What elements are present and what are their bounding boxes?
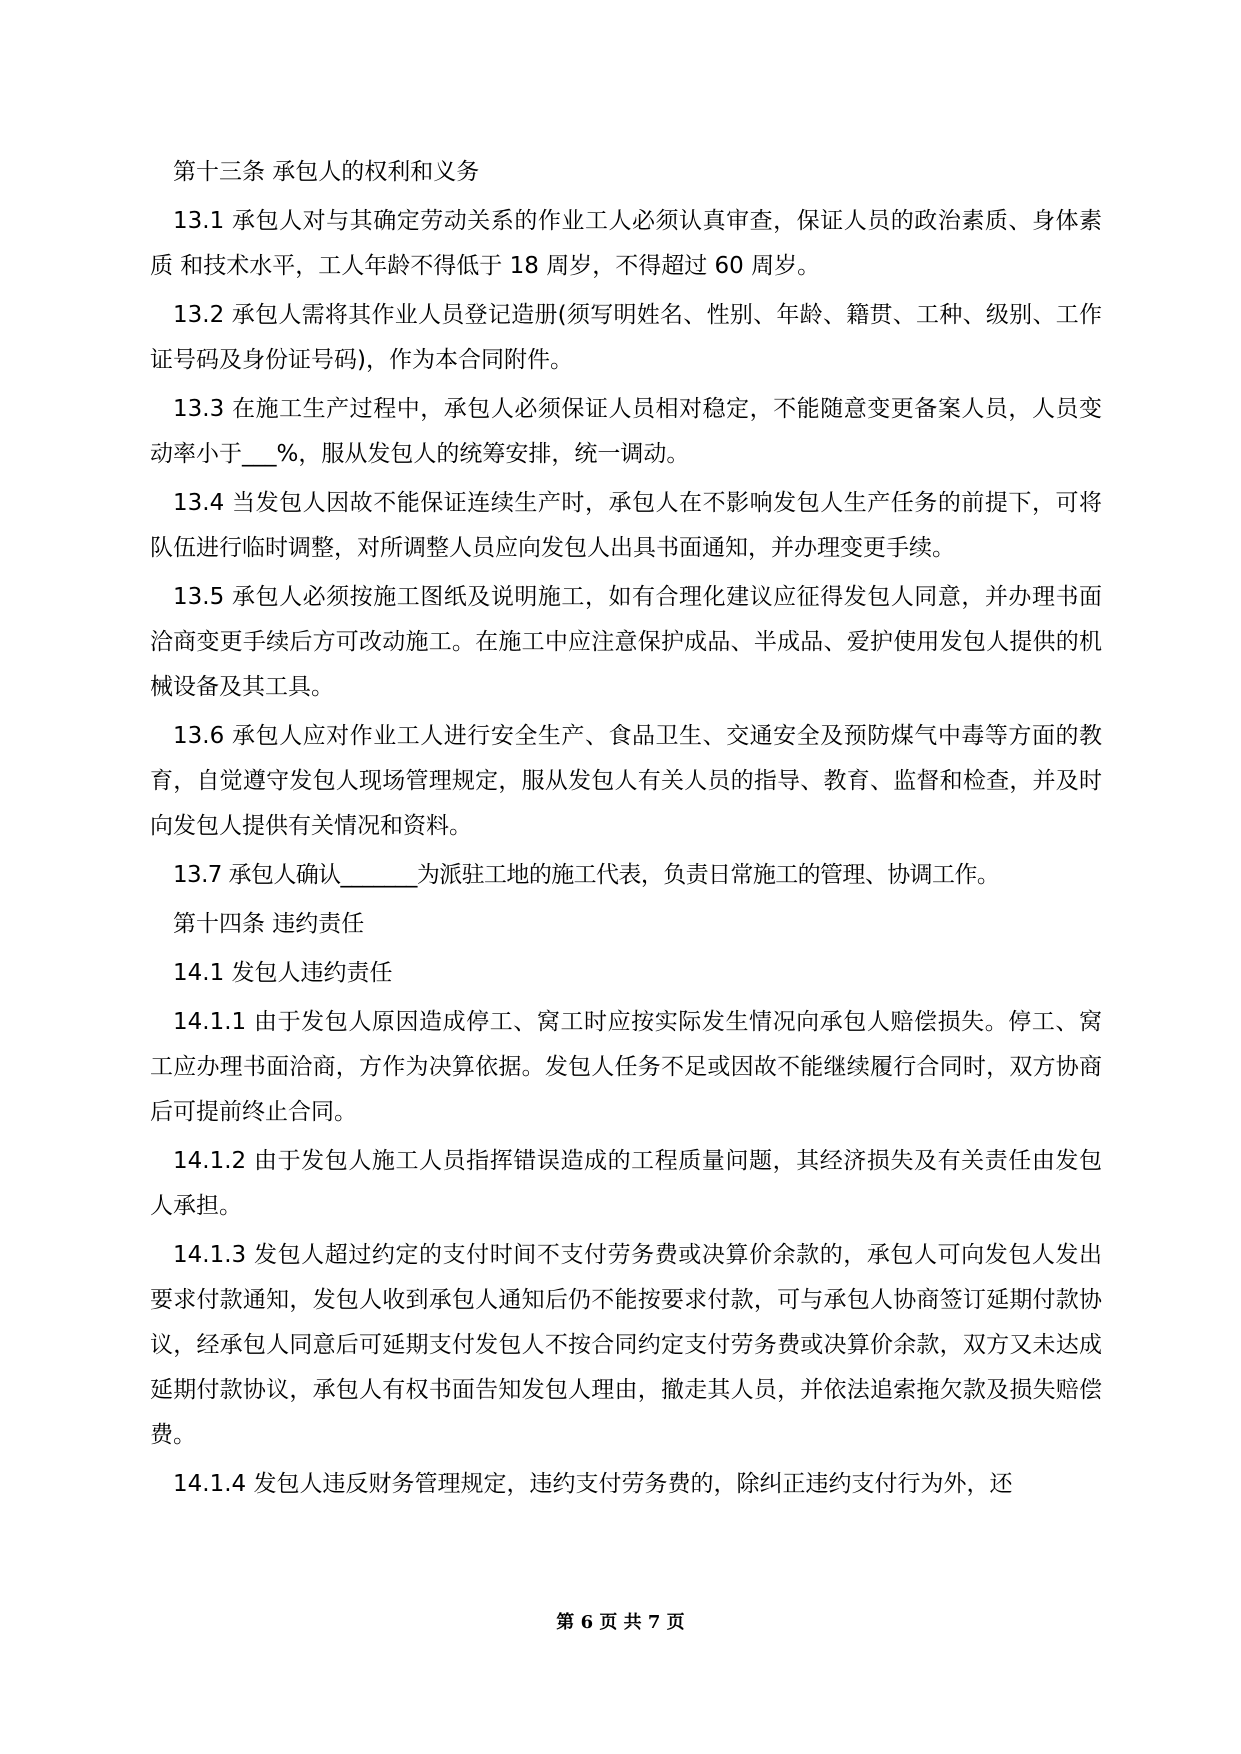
clause-13-3: 13.3 在施工生产过程中，承包人必须保证人员相对稳定，不能随意变更备案人员，人员变动率小于___%，服从发包人的统筹安排，统一调动。: [150, 396, 1102, 467]
clause-14-1-3: 14.1.3 发包人超过约定的支付时间不支付劳务费或决算价余款的，承包人可向发包人发出要求付款通知，发包人收到承包人通知后仍不能按要求付款，可与承包人协商签订延期付款协议，经承包人同意后可延期支付发包人不按合同约定支付劳务费或决算价余款，双方又未达成延期付款协议，承包人有权书面告知发包人理由，撤走其人员，并依法追索拖欠款及损失赔偿费。: [150, 1242, 1102, 1448]
clause-14-1-2: 14.1.2 由于发包人施工人员指挥错误造成的工程质量问题，其经济损失及有关责任由发包人承担。: [150, 1148, 1102, 1219]
page-number-footer: 第 6 页 共 7 页: [556, 1612, 685, 1633]
clause-14-1-1: 14.1.1 由于发包人原因造成停工、窝工时应按实际发生情况向承包人赔偿损失。停工、窝工应办理书面洽商，方作为决算依据。发包人任务不足或因故不能继续履行合同时，双方协商后可提前终止合同。: [150, 1009, 1102, 1125]
clause-14-1: 14.1 发包人违约责任: [173, 960, 393, 986]
article-14-heading: 第十四条 违约责任: [173, 911, 365, 937]
clause-13-4: 13.4 当发包人因故不能保证连续生产时，承包人在不影响发包人生产任务的前提下，可将队伍进行临时调整，对所调整人员应向发包人出具书面通知，并办理变更手续。: [150, 490, 1102, 561]
clause-13-1: 13.1 承包人对与其确定劳动关系的作业工人必须认真审查，保证人员的政治素质、身体素质 和技术水平，工人年龄不得低于 18 周岁，不得超过 60 周岁。: [150, 208, 1102, 279]
clause-13-2: 13.2 承包人需将其作业人员登记造册(须写明姓名、性别、年龄、籍贯、工种、级别、工作证号码及身份证号码)，作为本合同附件。: [150, 302, 1102, 373]
clause-13-7: 13.7 承包人确认_______为派驻工地的施工代表，负责日常施工的管理、协调工作。: [173, 862, 1000, 888]
clause-14-1-4: 14.1.4 发包人违反财务管理规定，违约支付劳务费的，除纠正违约支付行为外，还: [173, 1471, 1013, 1497]
clause-13-5: 13.5 承包人必须按施工图纸及说明施工，如有合理化建议应征得发包人同意，并办理书面洽商变更手续后方可改动施工。在施工中应注意保护成品、半成品、爱护使用发包人提供的机械设备及其工具。: [150, 584, 1102, 700]
clause-13-6: 13.6 承包人应对作业工人进行安全生产、食品卫生、交通安全及预防煤气中毒等方面的教育，自觉遵守发包人现场管理规定，服从发包人有关人员的指导、教育、监督和检查，并及时向发包人提供有关情况和资料。: [150, 723, 1102, 839]
document-body: [150, 150, 1102, 1511]
article-13-heading: 第十三条 承包人的权利和义务: [173, 159, 480, 185]
